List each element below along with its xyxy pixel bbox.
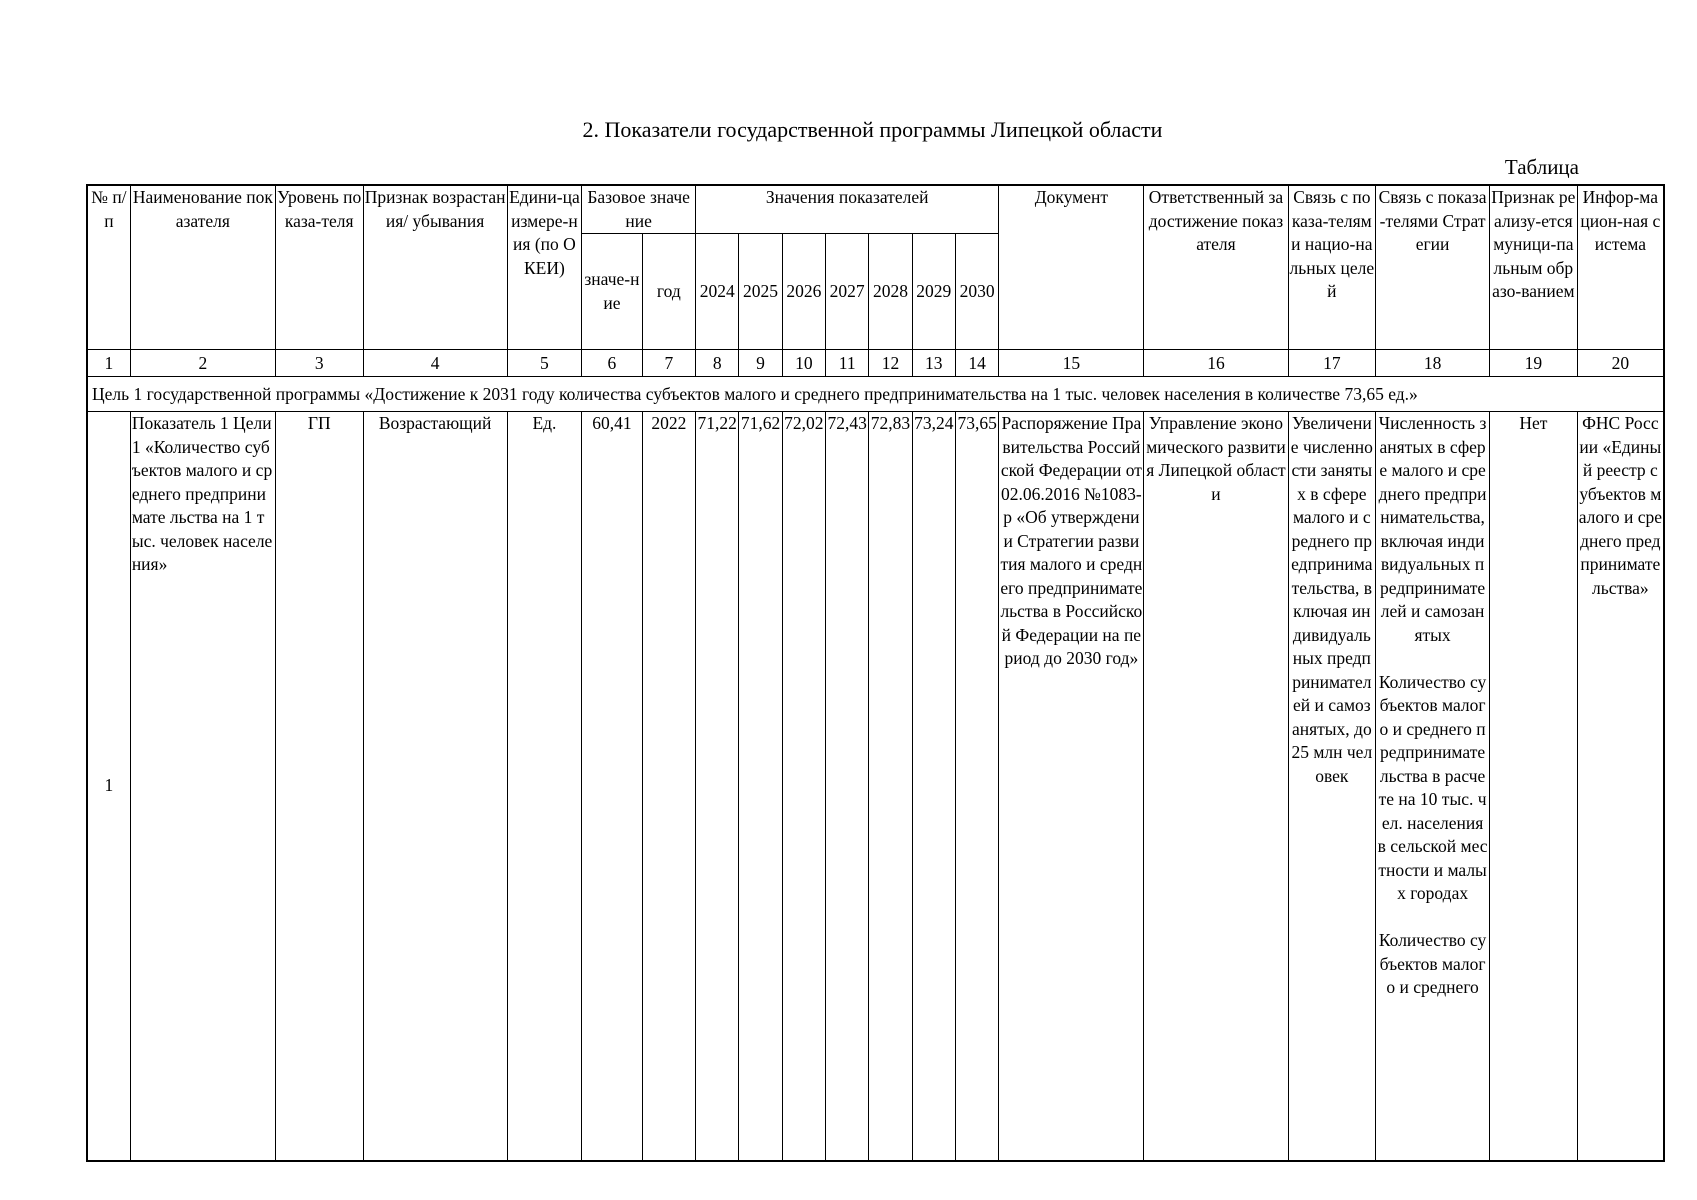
column-number: 10 [782, 350, 825, 377]
column-number: 7 [642, 350, 695, 377]
header-year: 2026 [782, 234, 825, 350]
header-year: 2024 [696, 234, 739, 350]
row-value-2027: 72,43 [826, 412, 869, 1162]
column-number: 8 [696, 350, 739, 377]
row-unit: Ед. [507, 412, 582, 1162]
row-national-goals: Увеличение численности занятых в сфере малого и среднего предпринимательства, включая индивидуальных предпринимателей и самозанятых, до 25 млн человек [1288, 412, 1376, 1162]
row-trend: Возрастающий [363, 412, 507, 1162]
header-year: 2027 [826, 234, 869, 350]
header-level: Уровень показа-теля [275, 185, 363, 350]
row-strategy: Численность занятых в сфере малого и среднего предпринимательства, включая индивидуальных предпринимателей и самозанятых Количество субъектов малого и среднего предпринимательства в расчете на 10 тыс. чел. населения в сельской местности и малых городах Количество субъектов малого и среднего [1376, 412, 1490, 1162]
row-responsible: Управление экономического развития Липецкой области [1144, 412, 1288, 1162]
column-number: 3 [275, 350, 363, 377]
header-base-value: значе-ние [582, 234, 642, 350]
column-number: 14 [955, 350, 998, 377]
header-year: 2028 [869, 234, 912, 350]
goal-row: Цель 1 государственной программы «Достижение к 2031 году количества субъектов малого и среднего предпринимательства на 1 тыс. человек населения в количестве 73,65 ед.» [87, 377, 1664, 412]
column-number: 9 [739, 350, 782, 377]
column-number: 18 [1376, 350, 1490, 377]
header-municipal: Признак реализу-ется муници-пальным образо-ванием [1490, 185, 1578, 350]
header-values: Значения показателей [696, 185, 999, 234]
column-number: 13 [912, 350, 955, 377]
column-number: 6 [582, 350, 642, 377]
column-number: 12 [869, 350, 912, 377]
row-num: 1 [87, 412, 130, 1162]
column-number: 16 [1144, 350, 1288, 377]
header-responsible: Ответственный за достижение показателя [1144, 185, 1288, 350]
row-info-system: ФНС России «Единый реестр субъектов малого и среднего предпринимательства» [1577, 412, 1664, 1162]
row-value-2030: 73,65 [955, 412, 998, 1162]
row-base-value: 60,41 [582, 412, 642, 1162]
header-base: Базовое значение [582, 185, 696, 234]
page-title: 2. Показатели государственной программы Липецкой области [582, 117, 1163, 142]
header-unit: Едини-ца измере-ния (по ОКЕИ) [507, 185, 582, 350]
row-municipal: Нет [1490, 412, 1578, 1162]
header-national-goals: Связь с показа-телями нацио-нальных целей [1288, 185, 1376, 350]
table-label: Таблица [1504, 155, 1579, 179]
column-number: 5 [507, 350, 582, 377]
header-year: 2025 [739, 234, 782, 350]
header-document: Документ [999, 185, 1144, 350]
row-level: ГП [275, 412, 363, 1162]
row-value-2028: 72,83 [869, 412, 912, 1162]
column-number: 19 [1490, 350, 1578, 377]
indicators-table [86, 184, 1665, 1162]
table-row [87, 412, 1664, 1162]
column-number: 1 [87, 350, 130, 377]
header-info-system: Инфор-мацион-ная система [1577, 185, 1664, 350]
row-value-2025: 71,62 [739, 412, 782, 1162]
row-document: Распоряжение Правительства Российской Федерации от 02.06.2016 №1083-р «Об утверждении Стратегии развития малого и среднего предпринимате льства в Российской Федерации на период до 2030 год» [999, 412, 1144, 1162]
header-year: 2030 [955, 234, 998, 350]
column-number: 4 [363, 350, 507, 377]
header-trend: Признак возрастания/ убывания [363, 185, 507, 350]
row-name: Показатель 1 Цели 1 «Количество субъектов малого и среднего предпринимате льства на 1 тыс. человек населения» [130, 412, 275, 1162]
header-num: № п/п [87, 185, 130, 350]
row-base-year: 2022 [642, 412, 695, 1162]
header-year: 2029 [912, 234, 955, 350]
column-number: 20 [1577, 350, 1664, 377]
row-value-2024: 71,22 [696, 412, 739, 1162]
row-value-2029: 73,24 [912, 412, 955, 1162]
column-number: 2 [130, 350, 275, 377]
header-base-year: год [642, 234, 695, 350]
header-name: Наименование показателя [130, 185, 275, 350]
column-number: 17 [1288, 350, 1376, 377]
row-value-2026: 72,02 [782, 412, 825, 1162]
header-strategy: Связь с показа-телями Стратегии [1376, 185, 1490, 350]
column-number: 11 [826, 350, 869, 377]
column-number: 15 [999, 350, 1144, 377]
